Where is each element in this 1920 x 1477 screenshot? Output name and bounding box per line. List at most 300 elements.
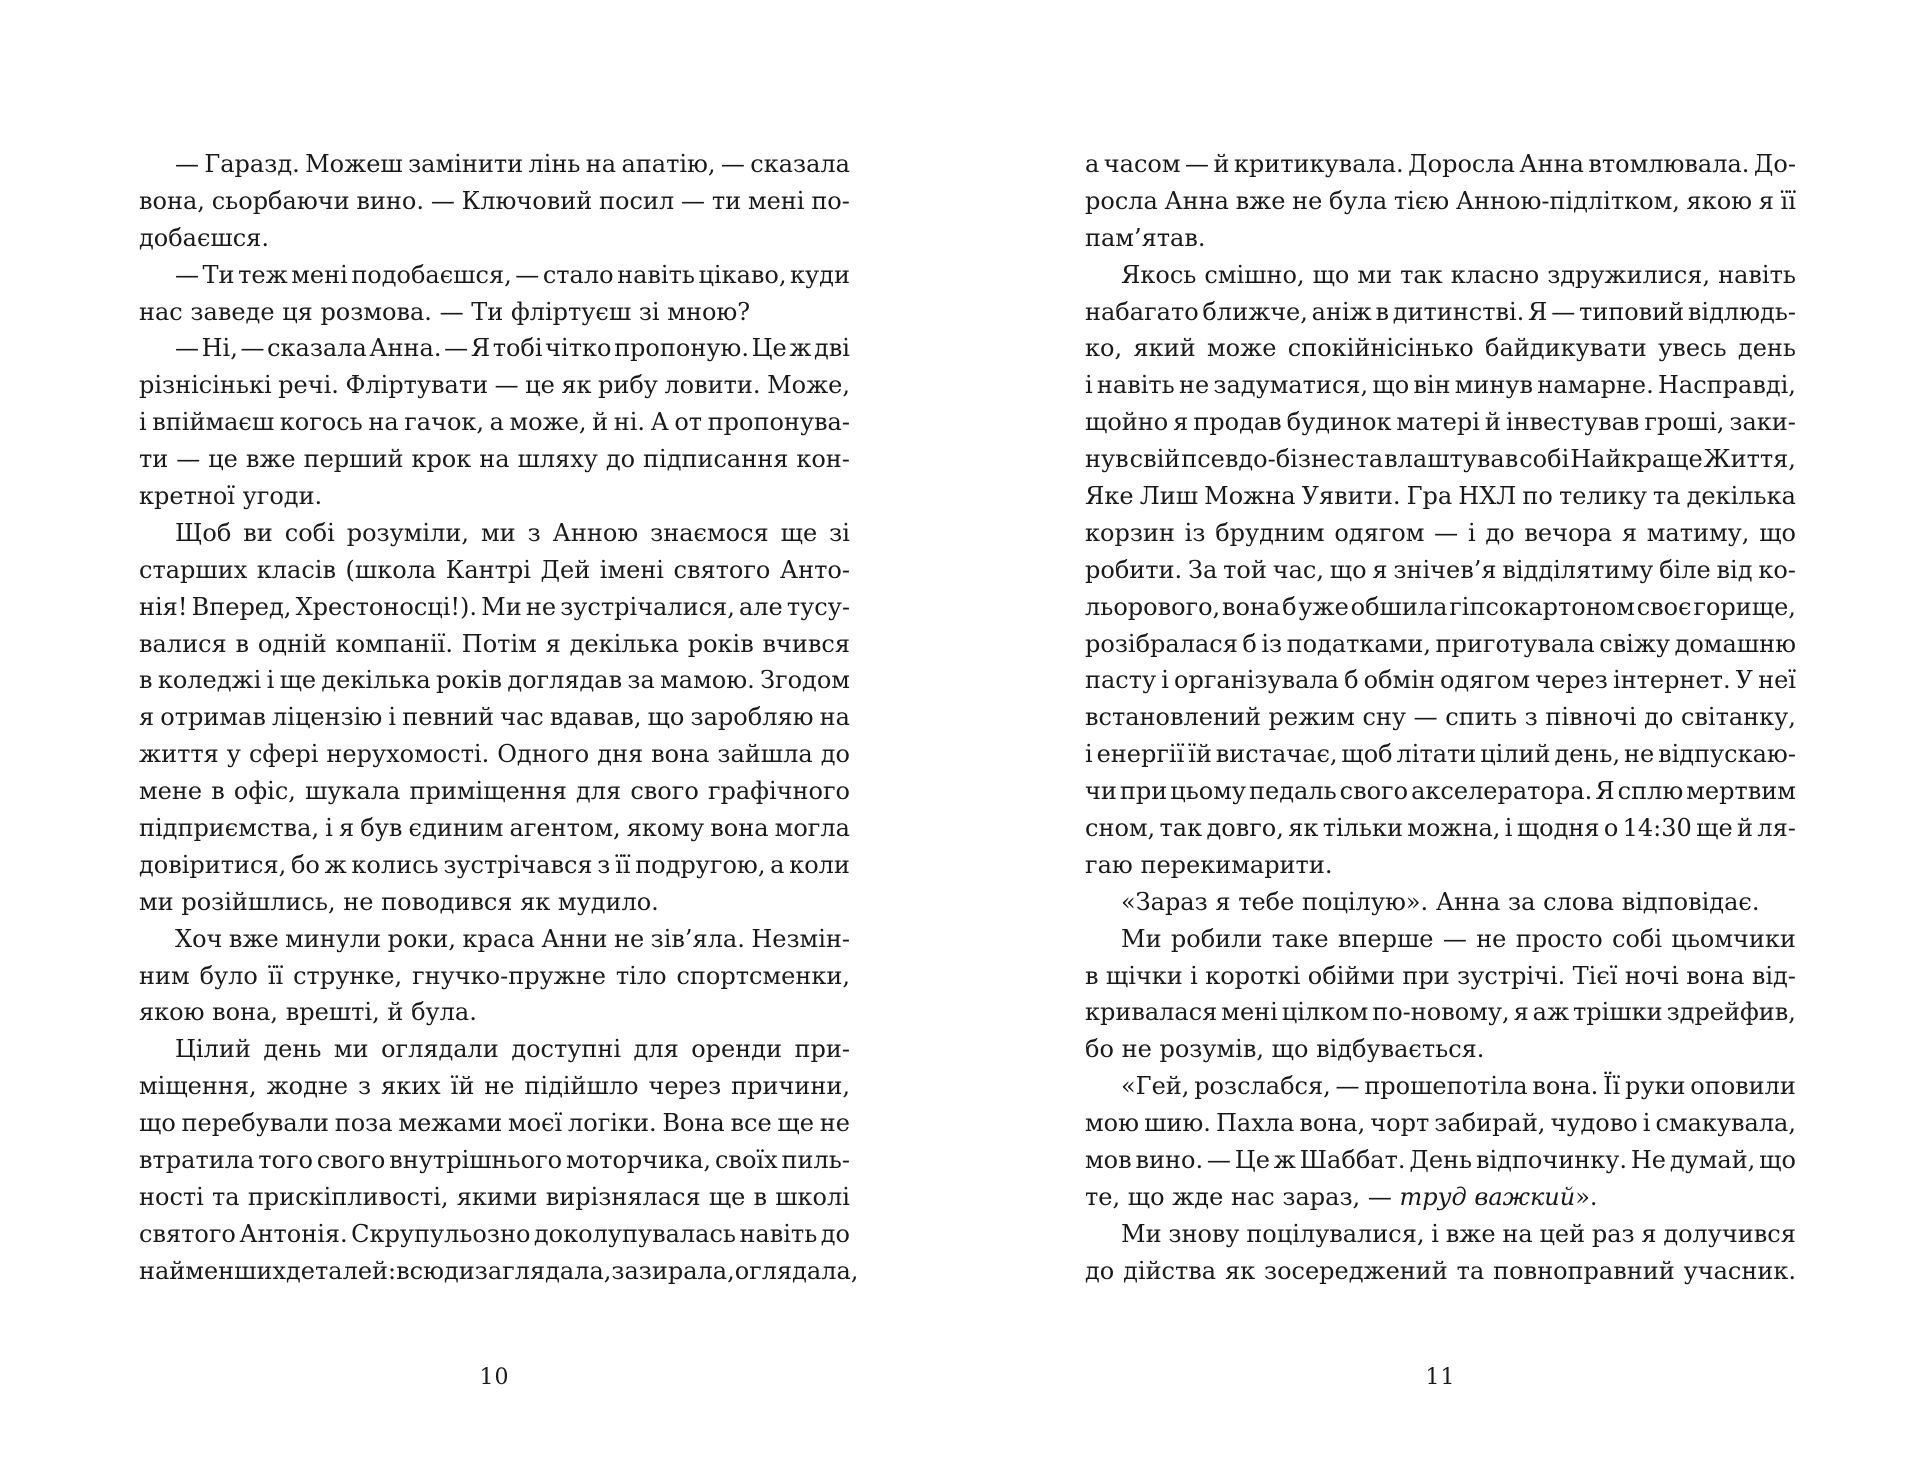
word: Хрестоносці!). [295, 592, 478, 621]
word: трішки [1573, 998, 1663, 1027]
text-line [139, 183, 850, 220]
word: гачок, [404, 408, 485, 437]
word: за [1507, 887, 1536, 916]
word: можна, [1407, 814, 1501, 843]
word: типовий [1578, 297, 1685, 326]
word: на [819, 703, 850, 732]
word: якою [139, 998, 205, 1027]
word: до [605, 445, 636, 474]
word: так [1159, 814, 1203, 843]
word: критикувала. [1233, 150, 1404, 178]
word: доколупувалась [533, 1219, 736, 1248]
word: вже [245, 445, 296, 474]
word: свого [316, 1146, 386, 1175]
word: і [1085, 371, 1093, 400]
word: моторчика, [566, 1146, 712, 1175]
word: Потім [461, 629, 537, 658]
word: поцілую». [1302, 887, 1429, 916]
word: учасник. [1683, 1256, 1796, 1285]
text-line [139, 404, 850, 441]
word: будинок [1286, 408, 1392, 437]
word: подобаєшся, [351, 260, 512, 289]
word: життя [139, 740, 219, 769]
word: й [387, 998, 404, 1027]
word: кривалася [1085, 998, 1218, 1027]
text-line [139, 441, 850, 478]
word: час, [1272, 555, 1324, 584]
word: жодне [266, 1072, 349, 1101]
word: слова [1543, 887, 1615, 916]
word: — [681, 186, 705, 215]
word: мудило. [557, 887, 659, 916]
word: що [647, 703, 685, 732]
word: роки, [387, 924, 457, 953]
text-line [1085, 330, 1796, 367]
word: зайшла [717, 740, 813, 769]
word: задуматися, [1213, 371, 1369, 400]
word: домашню [1674, 629, 1796, 658]
word: для [576, 777, 622, 806]
word: аніж [1311, 297, 1372, 326]
word: вона [710, 814, 769, 843]
text-line [1085, 183, 1796, 220]
word: ця [282, 297, 313, 326]
word: струнке, [293, 961, 403, 990]
word: Ми [1121, 1219, 1162, 1248]
word: б [1344, 666, 1359, 695]
word: коли [789, 850, 850, 879]
word: дві [814, 334, 850, 363]
word: не [484, 1072, 515, 1101]
word: Анна [1164, 186, 1229, 215]
word: Незмін- [751, 924, 850, 953]
word: думай, [1669, 1146, 1756, 1175]
word: бо [290, 850, 320, 879]
word: Цілий [175, 1035, 251, 1064]
word: цілком [1281, 998, 1369, 1027]
word: могла [774, 814, 850, 843]
word: режим [1268, 703, 1355, 732]
word: Гаразд. [204, 150, 300, 178]
word: ми [480, 518, 516, 547]
word: — [1551, 297, 1576, 326]
text-line [1085, 1031, 1796, 1068]
word: — [1184, 150, 1209, 178]
word: бо [1085, 1035, 1114, 1064]
word: телику [1558, 482, 1647, 511]
word: акселератора. [1411, 777, 1593, 806]
word: в [211, 777, 225, 806]
word: й [1484, 408, 1501, 437]
word: вдавав, [549, 703, 642, 732]
word: в [753, 1182, 768, 1211]
word: втратила [139, 1146, 255, 1175]
word: стало [542, 260, 614, 289]
word: спокійнісінько [1287, 334, 1474, 363]
word: той [1223, 555, 1267, 584]
word: — [515, 260, 540, 289]
word: день, [1554, 740, 1621, 769]
text-line [139, 847, 850, 884]
word: її [615, 850, 631, 879]
text-line [1085, 1142, 1796, 1179]
word: і [1161, 666, 1169, 695]
word: нія! [139, 592, 188, 621]
word: долучився [1663, 1219, 1796, 1248]
word: Не [1630, 1146, 1666, 1175]
word: теж [238, 260, 288, 289]
word: і [388, 703, 397, 732]
word: увесь [1658, 334, 1727, 363]
word: педаль [1249, 777, 1337, 806]
word: часом [1103, 150, 1181, 178]
word: мертвим [1686, 777, 1796, 806]
word: Насправді, [1657, 371, 1796, 400]
word: я [339, 814, 355, 843]
word: компанії. [335, 629, 453, 658]
word: фліртуєш [510, 297, 632, 326]
text-line [1085, 773, 1796, 810]
word: та [1355, 445, 1384, 474]
word: а [489, 408, 504, 437]
word: заглядала, [474, 1256, 612, 1285]
left-page-text [139, 146, 859, 1290]
word: тіло [615, 961, 667, 990]
word: шию. [1144, 1109, 1211, 1138]
word: Вона [662, 1109, 725, 1138]
text-line [139, 589, 850, 626]
word: Анна. [369, 334, 442, 363]
word: За [1188, 555, 1218, 584]
word: через [648, 1072, 722, 1101]
word: пропонува- [707, 408, 850, 437]
text-line [1085, 847, 1796, 884]
word: мені [1221, 998, 1278, 1027]
word: — [1206, 1146, 1231, 1175]
word: не [1121, 1035, 1152, 1064]
word: підписання [643, 445, 789, 474]
word: ми [139, 887, 174, 916]
word: був [360, 814, 403, 843]
text-line [1085, 257, 1796, 294]
word: розібралася [1085, 629, 1238, 658]
word: кон- [796, 445, 850, 474]
word: він [1413, 371, 1451, 400]
word: У [1735, 666, 1754, 695]
word: я [1621, 518, 1637, 547]
word: Гра [1406, 482, 1453, 511]
word: не [1476, 924, 1507, 953]
word: Лиш [1139, 482, 1199, 511]
word: сном, [1085, 814, 1156, 843]
text-line [139, 1068, 850, 1105]
word: що [1759, 1146, 1796, 1175]
word: до [1485, 518, 1515, 547]
emphasized-text: труд важкий [1399, 1182, 1576, 1211]
word: підійшло [524, 1072, 639, 1101]
word: прискіпливості, [247, 1182, 449, 1211]
word: доступні [511, 1035, 622, 1064]
word: 14:30 [1622, 814, 1692, 843]
word: не [343, 887, 374, 916]
word: тобі [492, 334, 543, 363]
text-line [1085, 552, 1796, 589]
word: — [720, 150, 745, 178]
text-line [1085, 1216, 1796, 1253]
word: щодня [1516, 814, 1600, 843]
word: по- [811, 186, 850, 215]
word: — [494, 371, 519, 400]
word: влаштував [1384, 445, 1519, 474]
word: що [1127, 1182, 1165, 1211]
word: декілька [1686, 482, 1796, 511]
word: росла [1085, 186, 1158, 215]
word: навіть [617, 260, 695, 289]
word: я [1641, 1219, 1657, 1248]
word: із [1184, 518, 1206, 547]
word: цей [1539, 1219, 1586, 1248]
word: агентом, [509, 814, 621, 843]
word: нерухомості. [326, 740, 490, 769]
word: Якось [1121, 260, 1197, 289]
word: дійства [1123, 1256, 1217, 1285]
word: ближче, [1202, 297, 1308, 326]
word: обійми [1307, 961, 1396, 990]
word: минули [285, 924, 382, 953]
word: поводився [381, 887, 513, 916]
word: своє [1636, 592, 1692, 621]
word: я [1513, 998, 1529, 1027]
text-line [139, 1105, 850, 1142]
word: «Гей, [1121, 1072, 1190, 1101]
word: Життя, [1703, 445, 1796, 474]
word: Одного [497, 740, 590, 769]
word: впіймаєш [152, 408, 275, 437]
word: аж [1532, 998, 1570, 1027]
word: гіпсокартоном [1449, 592, 1635, 621]
word: — [175, 334, 199, 363]
word: по [1522, 482, 1553, 511]
word: ж [324, 850, 347, 879]
word: спить [1445, 703, 1518, 732]
closing-punctuation: ». [1575, 1182, 1598, 1211]
word: подругою, [635, 850, 766, 879]
word: собі [1612, 924, 1663, 953]
word: Уявити. [1301, 482, 1401, 511]
word: класно [1450, 260, 1540, 289]
text-line [139, 515, 850, 552]
word: куди [790, 260, 850, 289]
text-line [139, 699, 850, 736]
word: ще [708, 1182, 746, 1211]
text-line [139, 736, 850, 773]
word: чітко [545, 334, 612, 363]
word: була. [411, 998, 477, 1027]
word: так [1400, 260, 1443, 289]
word: Її [1603, 1072, 1621, 1101]
word: підприємства, [139, 814, 320, 843]
word: собі [1519, 445, 1570, 474]
word: і [1467, 518, 1476, 547]
word: офіс, [233, 777, 296, 806]
word: що [1312, 260, 1350, 289]
word: її [1780, 186, 1796, 215]
word: вже [1445, 1219, 1496, 1248]
word: «Зараз [1121, 887, 1208, 916]
word: Яке [1085, 482, 1134, 511]
word: сказала [750, 150, 850, 178]
word: як [1288, 814, 1319, 843]
word: тією [1393, 186, 1450, 215]
word: на [585, 150, 617, 178]
word: час [500, 703, 544, 732]
word: що [1372, 371, 1410, 400]
word: НХЛ [1458, 482, 1517, 511]
word: розуміли, [346, 518, 469, 547]
word: за [627, 666, 655, 695]
word: якими [456, 1182, 538, 1211]
text-line [1085, 146, 1796, 183]
word: — [240, 334, 265, 363]
word: свіжу [1599, 629, 1671, 658]
word: смакувала, [1655, 1109, 1796, 1138]
word: мамою. [660, 666, 755, 695]
word: Згодом [760, 666, 850, 695]
word: щічки [1105, 961, 1183, 990]
text-line [139, 330, 850, 367]
word: Вперед, [191, 592, 292, 621]
word: Шаббат. [1299, 1146, 1406, 1175]
word: і [1431, 1219, 1439, 1248]
word: знічев’я [1393, 555, 1497, 584]
word: лінь [528, 150, 581, 178]
word: мені [291, 260, 348, 289]
word: перший [303, 445, 404, 474]
word: нас [139, 297, 183, 326]
word: оглядали [381, 1035, 499, 1064]
word: оглядала, [734, 1256, 859, 1285]
word: школі [775, 1182, 850, 1211]
word: й [592, 408, 609, 437]
text-line [1085, 367, 1796, 404]
word: втомлювала. [1588, 150, 1750, 178]
word: Щоб [175, 518, 232, 547]
word: вечора [1524, 518, 1613, 547]
word: щоб [1341, 740, 1393, 769]
word: перекимарити. [1140, 850, 1333, 879]
word: Пахла [1215, 1109, 1295, 1138]
word: світанку, [1680, 703, 1796, 732]
text-line [139, 552, 850, 589]
word: байдикувати [1485, 334, 1647, 363]
word: розслабся, [1194, 1072, 1331, 1101]
word: свого [630, 777, 699, 806]
word: відділятиму [1502, 555, 1654, 584]
word: угоди. [242, 482, 323, 511]
word: все [730, 1109, 772, 1138]
word: нас [1230, 1182, 1275, 1211]
word: отримав [160, 703, 266, 732]
word: — [1442, 924, 1467, 953]
word: встановлений [1085, 703, 1261, 732]
word: від- [1751, 961, 1796, 990]
word: це [208, 445, 238, 474]
word: я [1173, 408, 1189, 437]
word: А [650, 408, 669, 437]
word: при- [794, 1035, 850, 1064]
word: не [1178, 371, 1210, 400]
word: смішно, [1204, 260, 1305, 289]
word: літати [1396, 740, 1477, 769]
word: зі [638, 297, 660, 326]
word: до [1644, 703, 1674, 732]
word: щойно [1085, 408, 1169, 437]
word: ще [777, 1109, 814, 1138]
word: при [1119, 777, 1168, 806]
word: років [436, 666, 502, 695]
word: ти [711, 186, 742, 215]
word: Ні, [201, 334, 238, 363]
word: тебе [1238, 887, 1295, 916]
text-line [1085, 958, 1796, 995]
word: спортсменки, [676, 961, 850, 990]
text-line [139, 294, 850, 331]
word: в [235, 629, 249, 658]
word: ми [333, 1035, 369, 1064]
word: цікаво, [698, 260, 787, 289]
word: до [820, 740, 850, 769]
word: декілька [569, 629, 679, 658]
word: знаємося [650, 518, 769, 547]
word: поза [334, 1109, 393, 1138]
word: ності [139, 1182, 204, 1211]
word: те, [1085, 1182, 1121, 1211]
word: була [1329, 186, 1388, 215]
word: цьомчики [1671, 924, 1796, 953]
word: через [1535, 666, 1608, 695]
word: межами [398, 1109, 503, 1138]
word: Я [470, 334, 491, 363]
word: вперше [1337, 924, 1434, 953]
word: вже [228, 924, 279, 953]
word: мною? [667, 297, 751, 326]
word: повноправний [1493, 1256, 1675, 1285]
word: вона, [1299, 1109, 1366, 1138]
word: ловити. [664, 371, 761, 400]
text-line [1085, 736, 1796, 773]
word: ним [139, 961, 190, 990]
word: ми [1357, 260, 1393, 289]
word: навіть [1096, 371, 1175, 400]
word: і [139, 408, 147, 437]
word: неї [1758, 666, 1796, 695]
word: шляху [517, 445, 598, 474]
word: Анна [1435, 887, 1501, 916]
word: здрейфив, [1666, 998, 1796, 1027]
word: всюди [396, 1256, 475, 1285]
word: і [1504, 814, 1513, 843]
word: чорт [1370, 1109, 1430, 1138]
word: До- [1753, 150, 1796, 178]
word: інвестував [1505, 408, 1640, 437]
text-line [139, 884, 850, 921]
word: шукала [305, 777, 401, 806]
word: тусу- [786, 592, 850, 621]
word: б [1242, 629, 1257, 658]
word: що [1271, 1035, 1309, 1064]
word: матері [1396, 408, 1480, 437]
word: пам’ятав. [1085, 223, 1206, 252]
